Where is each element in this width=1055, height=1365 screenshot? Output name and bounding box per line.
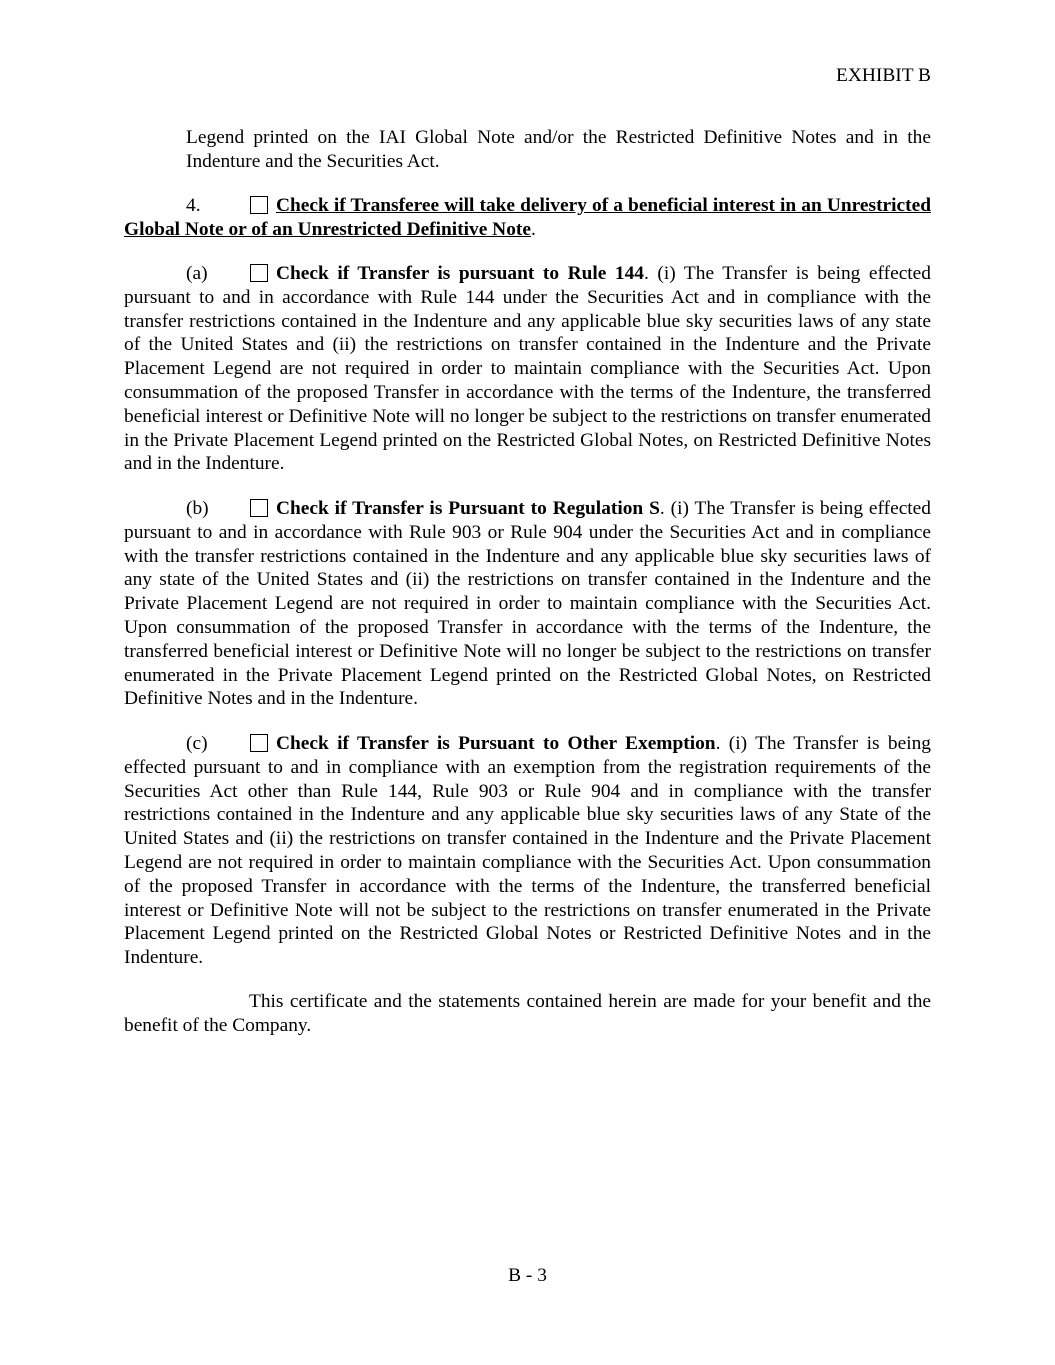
page-number: B - 3 <box>508 1265 547 1286</box>
item-4-label: 4. <box>186 195 201 216</box>
item-a-paragraph <box>124 262 931 476</box>
item-c-body: . (i) The Transfer is being effected pursuant to and in compliance with an exemption from the registration requirements of the Securities Act other than Rule 144, Rule 903 or Rule 904 and in compliance with the transfer restrictions contained in the Indenture and any applicable blue sky securities laws of any State of the United States and (ii) the restrictions on transfer contained in the Indenture and the Private Placement Legend are not required in order to maintain compliance with the Securities Act. Upon consummation of the proposed Transfer in accordance with the terms of the Indenture, the transferred beneficial interest or Definitive Note will not be subject to the restrictions on transfer enumerated in the Private Placement Legend printed on the Restricted Global Notes or Restricted Definitive Notes and in the Indenture. <box>124 733 931 969</box>
item-b-checkbox[interactable] <box>250 499 268 517</box>
item-b-paragraph <box>124 497 931 711</box>
item-a-checkbox[interactable] <box>250 264 268 282</box>
item-a-heading: Check if Transfer is pursuant to Rule 144 <box>276 263 644 284</box>
item-4-heading: Check if Transferee will take delivery of a beneficial interest in an Unrestricted Global Note or of an Unrestricted Definitive Note <box>124 195 931 240</box>
item-4-trail: . <box>530 218 536 240</box>
item-b-heading: Check if Transfer is Pursuant to Regulation S <box>276 498 660 519</box>
exhibit-header: EXHIBIT B <box>836 65 931 86</box>
item-a-label: (a) <box>186 263 208 284</box>
item-c-checkbox[interactable] <box>250 734 268 752</box>
item-4-checkbox[interactable] <box>250 196 268 214</box>
item-b-body: . (i) The Transfer is being effected pursuant to and in accordance with Rule 903 or Rule 904 under the Securities Act and in compliance with the transfer restrictions contained in the Indenture and any applicable blue sky securities laws of any state of the United States and (ii) the restrictions on transfer contained in the Indenture and the Private Placement Legend are not required in order to maintain compliance with the Securities Act. Upon consummation of the proposed Transfer in accordance with the terms of the Indenture, the transferred beneficial interest or Definitive Note will no longer be subject to the restrictions on transfer enumerated in the Private Placement Legend printed on the Restricted Global Notes, on Restricted Definitive Notes and in the Indenture. <box>124 498 931 710</box>
intro-paragraph: Legend printed on the IAI Global Note and/or the Restricted Definitive Notes and in the Indenture and the Securities Act. <box>186 127 931 172</box>
item-a-body: . (i) The Transfer is being effected pursuant to and in accordance with Rule 144 under the Securities Act and in compliance with the transfer restrictions contained in the Indenture and any applicable blue sky securities laws of any state of the United States and (ii) the restrictions on transfer contained in the Indenture and the Private Placement Legend are not required in order to maintain compliance with the Securities Act. Upon consummation of the proposed Transfer in accordance with the terms of the Indenture, the transferred beneficial interest or Definitive Note will no longer be subject to the restrictions on transfer enumerated in the Private Placement Legend printed on the Restricted Global Notes, on Restricted Definitive Notes and in the Indenture. <box>124 263 931 475</box>
item-c-label: (c) <box>186 733 208 754</box>
item-c-paragraph <box>124 732 931 970</box>
item-4-paragraph <box>124 194 931 242</box>
closing-paragraph: This certificate and the statements contained herein are made for your benefit and the benefit of the Company. <box>124 991 931 1036</box>
item-c-heading: Check if Transfer is Pursuant to Other Exemption <box>276 733 716 754</box>
item-b-label: (b) <box>186 498 209 519</box>
